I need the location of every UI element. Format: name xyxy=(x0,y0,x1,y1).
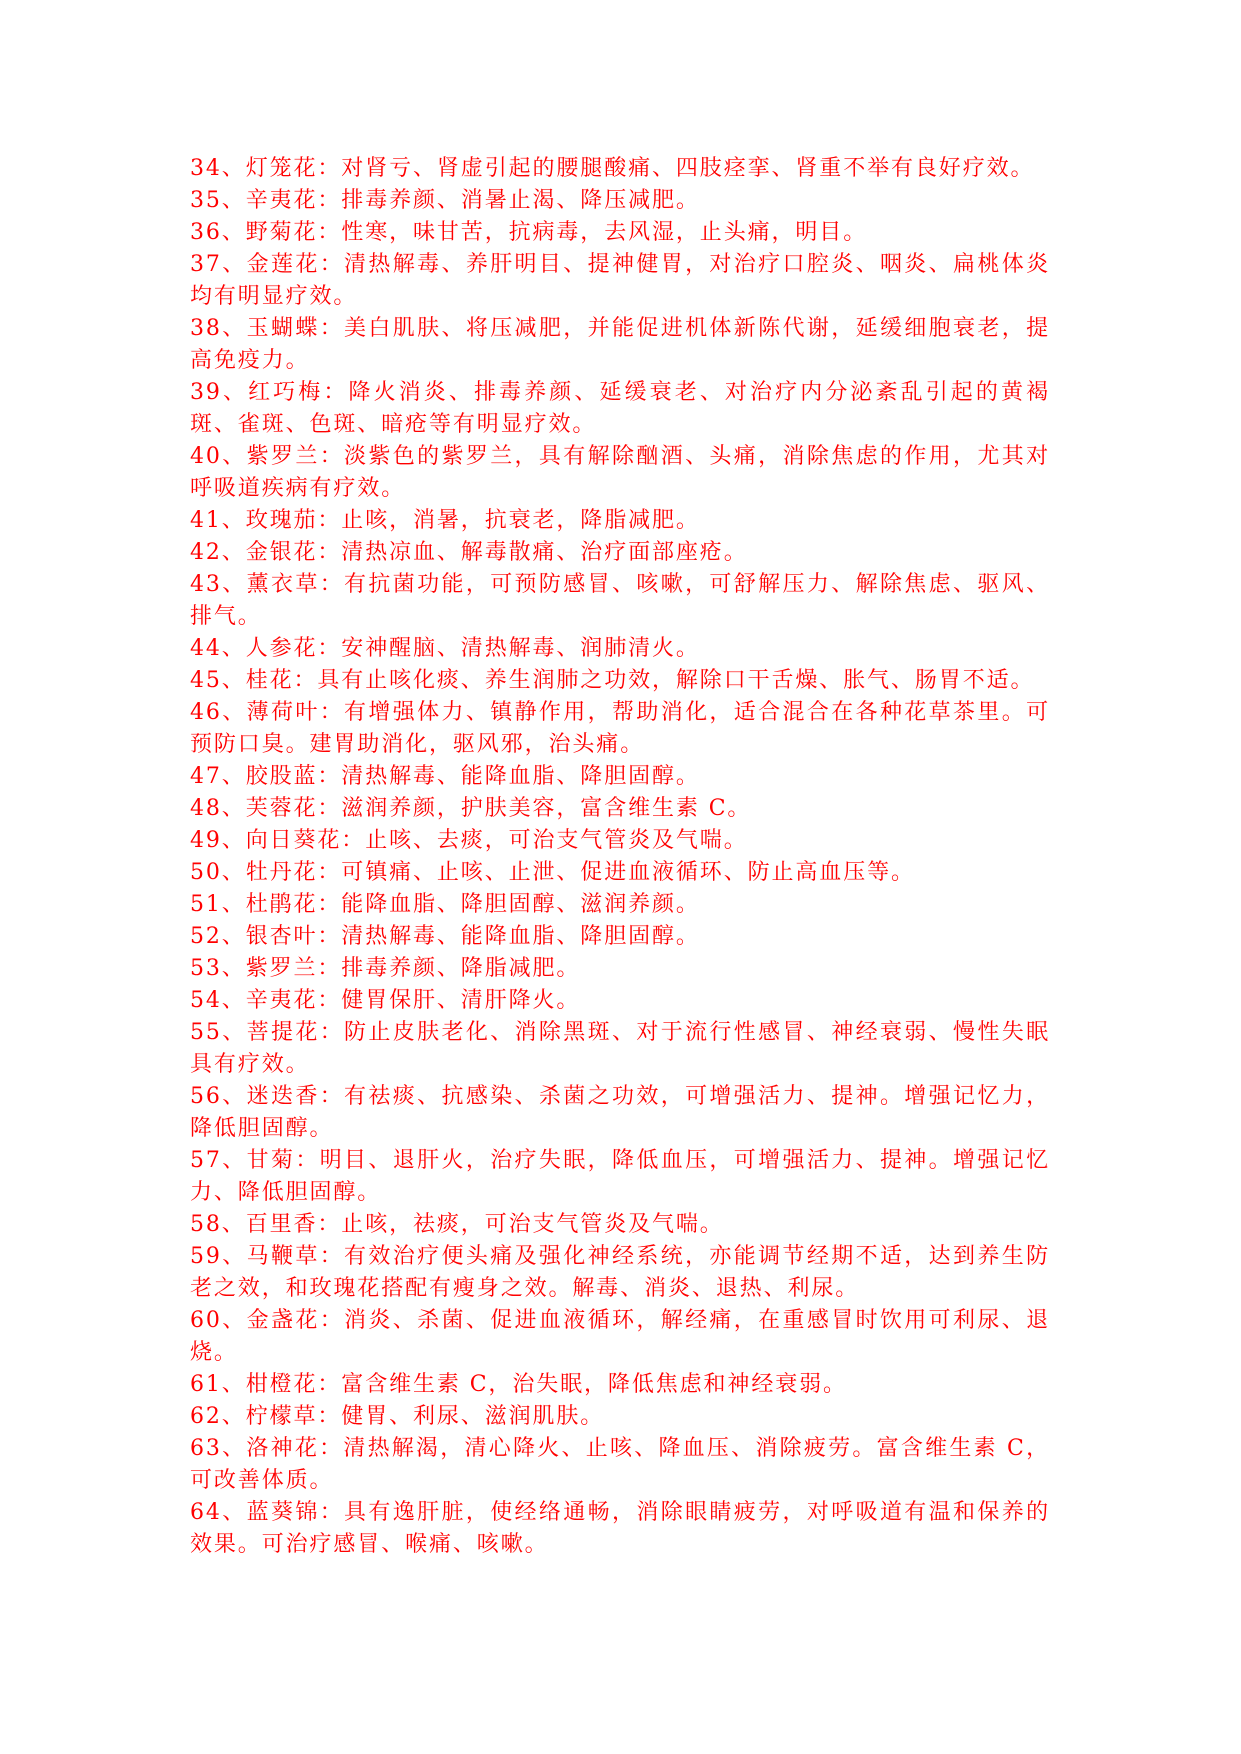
entry-55: 55、菩提花：防止皮肤老化、消除黑斑、对于流行性感冒、神经衰弱、慢性失眠具有疗效。 xyxy=(190,1020,1050,1077)
entry-51: 51、杜鹃花：能降血脂、降胆固醇、滋润养颜。 xyxy=(190,892,700,917)
entry-60: 60、金盏花：消炎、杀菌、促进血液循环，解经痛，在重感冒时饮用可利尿、退烧。 xyxy=(190,1308,1050,1365)
entry-40: 40、紫罗兰：淡紫色的紫罗兰，具有解除酗酒、头痛，消除焦虑的作用，尤其对呼吸道疾病有疗效。 xyxy=(190,444,1050,501)
entry-38: 38、玉蝴蝶：美白肌肤、将压减肥，并能促进机体新陈代谢，延缓细胞衰老，提高免疫力。 xyxy=(190,316,1050,373)
entry-56: 56、迷迭香：有祛痰、抗感染、杀菌之功效，可增强活力、提神。增强记忆力，降低胆固醇。 xyxy=(190,1084,1050,1141)
entry-44: 44、人参花：安神醒脑、清热解毒、润肺清火。 xyxy=(190,636,700,661)
entry-50: 50、牡丹花：可镇痛、止咳、止泄、促进血液循环、防止高血压等。 xyxy=(190,860,915,885)
entry-42: 42、金银花：清热凉血、解毒散痛、治疗面部座疮。 xyxy=(190,540,748,565)
entry-47: 47、胶股蓝：清热解毒、能降血脂、降胆固醇。 xyxy=(190,764,700,789)
entry-39: 39、红巧梅：降火消炎、排毒养颜、延缓衰老、对治疗内分泌紊乱引起的黄褐斑、雀斑、色斑、暗疮等有明显疗效。 xyxy=(190,380,1050,437)
document-body xyxy=(190,153,1050,1561)
entry-36: 36、野菊花：性寒，味甘苦，抗病毒，去风湿，止头痛，明目。 xyxy=(190,220,868,245)
entry-45: 45、桂花：具有止咳化痰、养生润肺之功效，解除口干舌燥、胀气、肠胃不适。 xyxy=(190,668,1035,693)
entry-63: 63、洛神花：清热解渴，清心降火、止咳、降血压、消除疲劳。富含维生素 C，可改善体质。 xyxy=(190,1436,1050,1493)
entry-46: 46、薄荷叶：有增强体力、镇静作用，帮助消化，适合混合在各种花草茶里。可预防口臭。建胃助消化，驱风邪，治头痛。 xyxy=(190,700,1050,757)
entry-64: 64、蓝葵锦：具有逸肝脏，使经络通畅，消除眼睛疲劳，对呼吸道有温和保养的效果。可治疗感冒、喉痛、咳嗽。 xyxy=(190,1500,1050,1557)
entry-58: 58、百里香：止咳，祛痰，可治支气管炎及气喘。 xyxy=(190,1212,724,1237)
entry-59: 59、马鞭草：有效治疗便头痛及强化神经系统，亦能调节经期不适，达到养生防老之效，和玫瑰花搭配有瘦身之效。解毒、消炎、退热、利尿。 xyxy=(190,1244,1050,1301)
entry-49: 49、向日葵花：止咳、去痰，可治支气管炎及气喘。 xyxy=(190,828,748,853)
entry-41: 41、玫瑰茄：止咳，消暑，抗衰老，降脂减肥。 xyxy=(190,508,700,533)
entry-52: 52、银杏叶：清热解毒、能降血脂、降胆固醇。 xyxy=(190,924,700,949)
entry-57: 57、甘菊：明目、退肝火，治疗失眠，降低血压，可增强活力、提神。增强记忆力、降低胆固醇。 xyxy=(190,1148,1050,1205)
entry-37: 37、金莲花：清热解毒、养肝明目、提神健胃，对治疗口腔炎、咽炎、扁桃体炎均有明显疗效。 xyxy=(190,252,1050,309)
entry-54: 54、辛夷花：健胃保肝、清肝降火。 xyxy=(190,988,581,1013)
entry-35: 35、辛夷花：排毒养颜、消暑止渴、降压减肥。 xyxy=(190,188,700,213)
entry-34: 34、灯笼花：对肾亏、肾虚引起的腰腿酸痛、四肢痉挛、肾重不举有良好疗效。 xyxy=(190,156,1035,181)
entry-43: 43、薰衣草：有抗菌功能，可预防感冒、咳嗽，可舒解压力、解除焦虑、驱风、排气。 xyxy=(190,572,1050,629)
entry-53: 53、紫罗兰：排毒养颜、降脂减肥。 xyxy=(190,956,581,981)
entry-62: 62、柠檬草：健胃、利尿、滋润肌肤。 xyxy=(190,1404,605,1429)
entry-48: 48、芙蓉花：滋润养颜，护肤美容，富含维生素 C。 xyxy=(190,796,752,821)
entry-61: 61、柑橙花：富含维生素 C，治失眠，降低焦虑和神经衰弱。 xyxy=(190,1372,847,1397)
